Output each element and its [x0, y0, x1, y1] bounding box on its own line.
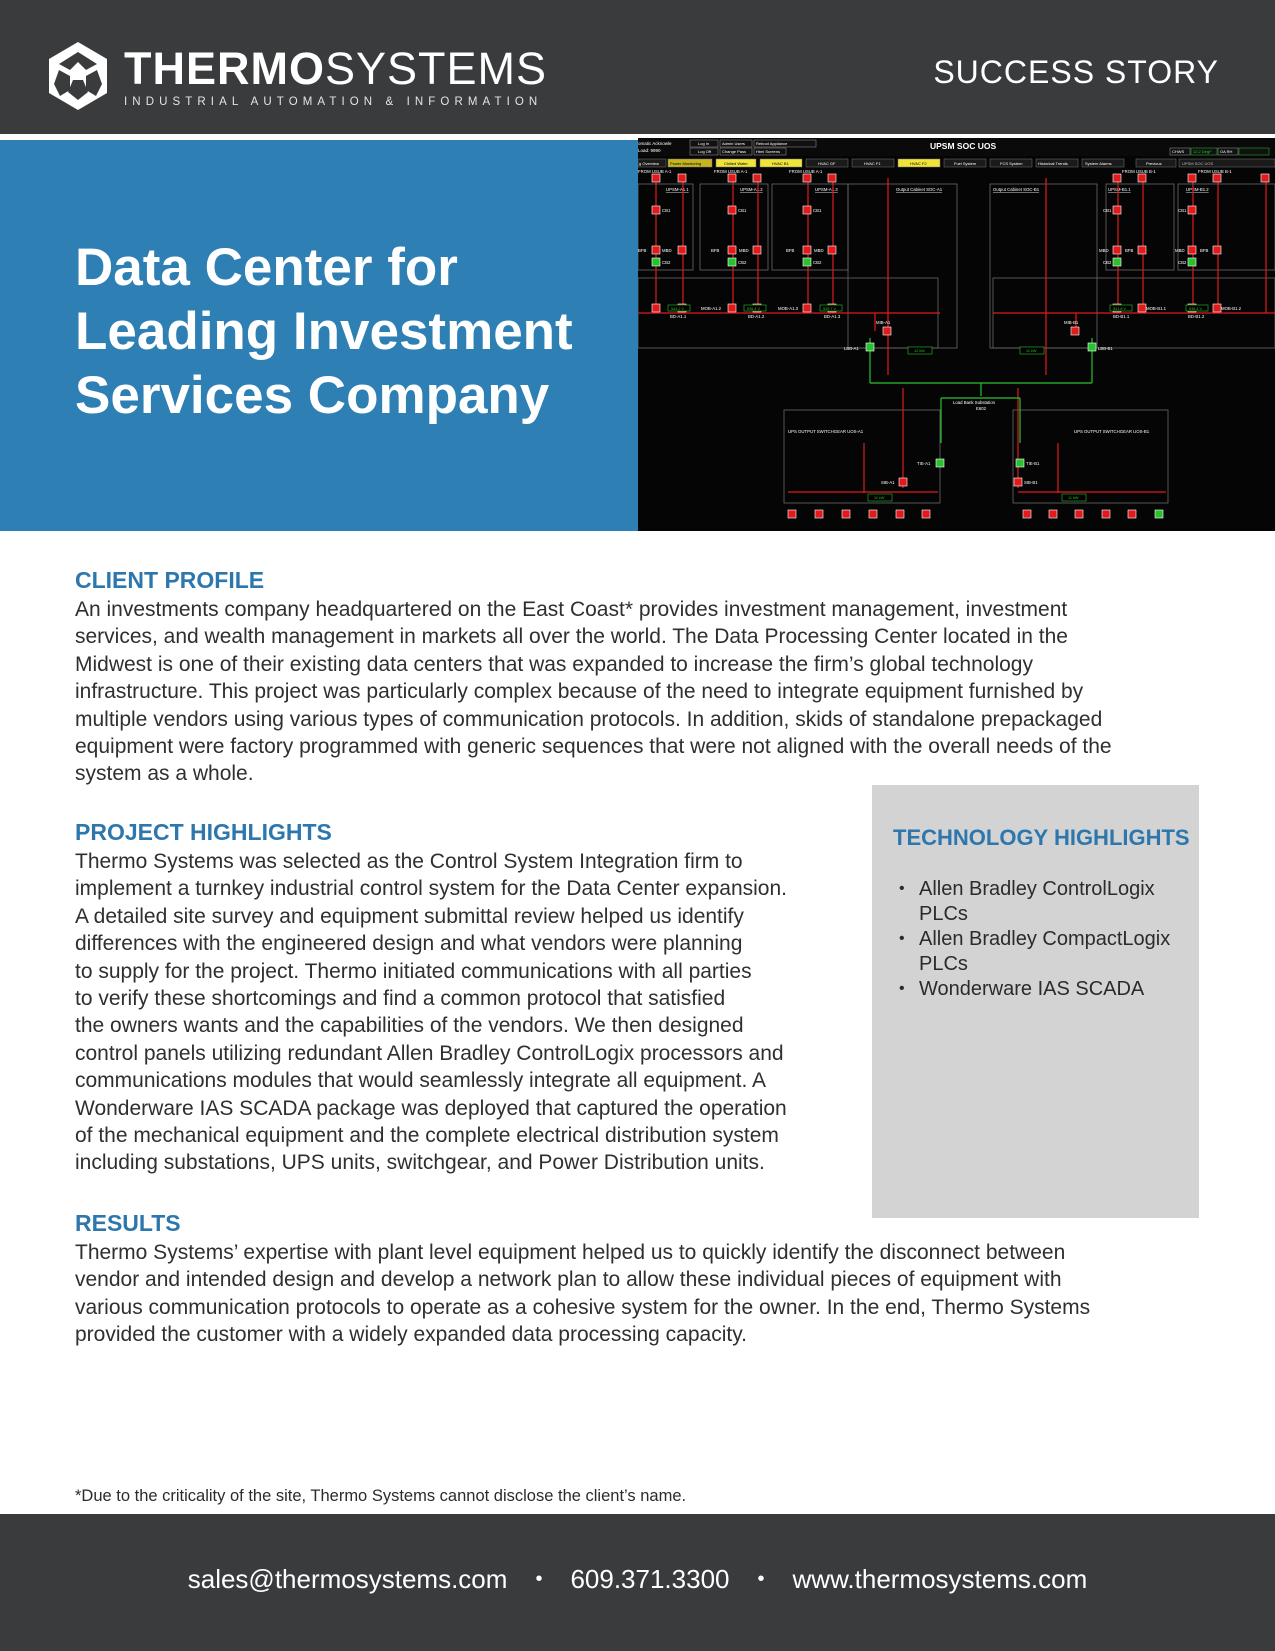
bullet-icon: •: [899, 980, 905, 997]
scada-label: SIB-B1: [1024, 480, 1038, 485]
scada-tab: g Overview: [639, 161, 660, 166]
scada-label: UPS OUTPUT SWITCHGEAR UOS-B1: [1074, 429, 1150, 434]
scada-label: CB1: [1103, 208, 1112, 213]
technology-highlights-heading: TECHNOLOGY HIGHLIGHTS: [893, 825, 1190, 850]
scada-label: Output Cabinet SOC-A1: [896, 187, 943, 192]
scada-label: TIE-B1: [1026, 461, 1040, 466]
scada-label: BD-A1.3: [824, 314, 841, 319]
brand-tagline: INDUSTRIAL AUTOMATION & INFORMATION: [124, 96, 543, 108]
footnote: *Due to the criticality of the site, Thermo Systems cannot disclose the client’s name.: [75, 1487, 687, 1505]
list-item: [899, 877, 1189, 926]
scada-tab: Previous: [1146, 161, 1162, 166]
text-line: equipment were factory programmed with generic sequences that were not aligned with the overall needs of the: [75, 735, 1112, 759]
bullet-icon: •: [899, 930, 905, 947]
brand-name-bold: THERMO: [124, 43, 325, 94]
scada-label: CHWS: [1172, 149, 1185, 154]
brand-wordmark: [124, 44, 547, 108]
scada-tab: HVAC B1: [772, 161, 789, 166]
scada-tab: Historical Trends: [1038, 161, 1068, 166]
separator-dot: •: [757, 1568, 765, 1590]
scada-label: MOB-A1.3: [778, 306, 799, 311]
scada-tab: Power Monitoring: [670, 161, 702, 166]
scada-button: Log In: [698, 141, 710, 146]
scada-label: CB1: [662, 208, 671, 213]
scada-label: MBD: [1175, 248, 1185, 253]
list-item-text: Allen Bradley ControlLogix PLCs: [919, 878, 1155, 925]
scada-label: E602: [976, 406, 987, 411]
scada-value: 539.7 V: [823, 307, 837, 311]
scada-button: Log Off: [698, 149, 712, 154]
scada-tab: Fuel System: [954, 161, 977, 166]
client-profile-text: [75, 596, 1215, 788]
text-line: multiple vendors using various types of communication protocols. In addition, skids of standalone prepackaged: [75, 707, 1103, 731]
scada-tab: HVAC F2: [910, 161, 927, 166]
technology-highlights-panel: [872, 785, 1199, 1218]
scada-header-left: Load: 9990: [638, 148, 661, 153]
scada-label: FROM USUB A-1: [638, 169, 672, 174]
hero-title-line: Leading Investment: [75, 302, 573, 361]
text-line: control panels utilizing redundant Allen Bradley ControlLogix processors and: [75, 1041, 784, 1065]
bullet-icon: •: [899, 880, 905, 897]
scada-label: FROM USUB B-1: [1122, 169, 1156, 174]
scada-label: TIE-A1: [917, 461, 931, 466]
text-line: provided the customer with a widely expanded data processing capacity.: [75, 1323, 747, 1347]
text-line: Thermo Systems was selected as the Control System Integration firm to: [75, 850, 743, 873]
thermo-logo-icon: [46, 40, 110, 112]
scada-value: 11 kW: [874, 496, 885, 500]
scada-diagram: [638, 138, 1275, 531]
scada-label: BFB: [786, 248, 795, 253]
scada-tab: System Alarms: [1085, 161, 1112, 166]
scada-label: LBB-A1: [844, 346, 859, 351]
scada-label: CB2: [1103, 260, 1112, 265]
scada-screenshot: [638, 138, 1275, 531]
contact-line: [0, 1564, 1275, 1595]
scada-title: UPSM SOC UOS: [930, 141, 997, 151]
text-line: services, and wealth management in markets all over the world. The Data Processing Center located in the: [75, 625, 1068, 649]
scada-value: 544.2 V: [671, 307, 685, 311]
scada-label: MOB-A1.2: [701, 306, 722, 311]
scada-value: 536.4 V: [747, 307, 761, 311]
technology-list: [899, 877, 1189, 1003]
hero-title-line: Data Center for: [75, 238, 458, 297]
scada-label: MBD: [662, 248, 672, 253]
scada-label: FROM USUB B-1: [1198, 169, 1232, 174]
scada-button: Change Pass: [722, 149, 747, 154]
scada-label: UPS OUTPUT SWITCHGEAR UOS-A1: [788, 429, 864, 434]
text-line: implement a turnkey industrial control system for the Data Center expansion.: [75, 877, 788, 901]
scada-label: BD-A1.2: [748, 314, 765, 319]
phone-number[interactable]: 609.371.3300: [570, 1564, 730, 1594]
scada-value: 11 kW: [1068, 496, 1079, 500]
scada-label: MOB-B1.1: [1146, 306, 1167, 311]
scada-label: CB2: [738, 260, 747, 265]
header-bar: [0, 0, 1275, 134]
scada-nav-tabs: [638, 159, 1275, 167]
text-line: Wonderware IAS SCADA package was deployed that captured the operation: [75, 1096, 787, 1120]
list-item-text: Wonderware IAS SCADA: [919, 978, 1145, 1000]
scada-label: BFB: [711, 248, 720, 253]
scada-tab: UPSM SOC UOS: [1182, 161, 1214, 166]
brand-name-light: SYSTEMS: [325, 43, 548, 94]
footer-bar: [0, 1514, 1275, 1651]
scada-label: UPSM-A1.3: [815, 187, 838, 192]
scada-label: MBD: [739, 248, 749, 253]
scada-label: Load Bank Substation: [953, 400, 996, 405]
text-line: Midwest is one of their existing data centers that was expanded to increase the firm’s global technology: [75, 652, 1033, 676]
scada-button: Html Screens: [756, 149, 781, 154]
project-highlights-heading: PROJECT HIGHLIGHTS: [75, 819, 332, 845]
hero-title: [75, 236, 615, 428]
scada-label: Output Cabinet SOC-B1: [993, 187, 1040, 192]
scada-label: BFB: [1125, 248, 1134, 253]
separator-dot: •: [535, 1568, 543, 1590]
list-item: [899, 977, 1189, 1002]
scada-label: CB2: [1178, 260, 1187, 265]
results-text: [75, 1239, 1215, 1349]
text-line: An investments company headquartered on the East Coast* provides investment management, investment: [75, 598, 1068, 621]
scada-value: 11 kW: [1026, 349, 1037, 353]
text-line: communications modules that would seamlessly integrate all equipment. A: [75, 1069, 767, 1093]
text-line: A detailed site survey and equipment submittal review helped us identify: [75, 904, 744, 928]
scada-tab: HVAC GF: [818, 161, 836, 166]
project-highlights-text: [75, 848, 865, 1177]
scada-tab: Chilled Water: [724, 161, 748, 166]
scada-label: CB2: [662, 260, 671, 265]
scada-value: 12 kW: [914, 349, 925, 353]
results-heading: RESULTS: [75, 1210, 181, 1236]
text-line: including substations, UPS units, switchgear, and Power Distribution units.: [75, 1151, 765, 1175]
scada-label: CB1: [738, 208, 747, 213]
text-line: to verify these shortcomings and find a common protocol that satisfied: [75, 987, 726, 1011]
scada-label: BD-B1.2: [1188, 314, 1205, 319]
scada-header-left: omatic Acknowle: [638, 141, 672, 146]
scada-value: 12.2 DegF: [1193, 149, 1212, 154]
scada-value: 541.6 V: [1113, 307, 1127, 311]
text-line: differences with the engineered design and what vendors were planning: [75, 932, 743, 956]
scada-label: SIB-A1: [881, 480, 895, 485]
scada-button: Admin Users: [722, 141, 745, 146]
client-profile-heading: CLIENT PROFILE: [75, 567, 265, 593]
email-link[interactable]: sales@thermosystems.com: [187, 1564, 508, 1594]
text-line: vendor and intended design and develop a network plan to allow these individual pieces of equipment with: [75, 1268, 1062, 1292]
success-story-badge: SUCCESS STORY: [933, 54, 1219, 90]
text-line: various communication protocols to operate as a cohesive system for the owner. In the end, Thermo Systems: [75, 1295, 1091, 1319]
text-line: of the mechanical equipment and the complete electrical distribution system: [75, 1124, 779, 1148]
scada-label: MOB-B1.2: [1221, 306, 1242, 311]
scada-button: Reboot Appliance: [756, 141, 788, 146]
text-line: system as a whole.: [75, 762, 254, 786]
scada-tab: FCS System: [1000, 161, 1023, 166]
hero-panel: [0, 140, 638, 531]
scada-label: BD-B1.1: [1113, 314, 1130, 319]
list-item-text: Allen Bradley CompactLogix PLCs: [919, 928, 1171, 975]
scada-label: BFB: [1200, 248, 1209, 253]
scada-label: BFB: [638, 248, 647, 253]
website-link[interactable]: www.thermosystems.com: [792, 1564, 1088, 1594]
scada-label: FROM USUB A-1: [714, 169, 748, 174]
text-line: infrastructure. This project was particularly complex because of the need to integrate equipment furnished by: [75, 680, 1084, 704]
scada-label: CB1: [1178, 208, 1187, 213]
scada-label: BD-A1.1: [670, 314, 687, 319]
text-line: to supply for the project. Thermo initiated communications with all parties: [75, 959, 752, 983]
scada-label: UPSM-A1.2: [740, 187, 763, 192]
scada-label: MIB-B1: [1064, 320, 1079, 325]
text-line: Thermo Systems’ expertise with plant level equipment helped us to quickly identify the disconnect between: [75, 1241, 1066, 1264]
scada-label: FROM USUB A-1: [789, 169, 823, 174]
hero-title-line: Services Company: [75, 366, 550, 425]
scada-label: OA RH: [1220, 149, 1233, 154]
scada-label: UPSM-B1.2: [1186, 187, 1209, 192]
scada-label: CB1: [813, 208, 822, 213]
scada-label: UPSM-A1.1: [666, 187, 689, 192]
text-line: the owners wants and the capabilities of the vendors. We then designed: [75, 1014, 744, 1038]
scada-value: 536.4 V: [1189, 307, 1203, 311]
scada-label: MBD: [814, 248, 824, 253]
scada-label: MIB-A1: [876, 320, 891, 325]
scada-label: UPSM-B1.1: [1108, 187, 1131, 192]
scada-label: LBB-B1: [1098, 346, 1113, 351]
scada-tab: HVAC F1: [864, 161, 881, 166]
list-item: [899, 927, 1189, 976]
scada-label: MBD: [1099, 248, 1109, 253]
scada-label: CB2: [813, 260, 822, 265]
